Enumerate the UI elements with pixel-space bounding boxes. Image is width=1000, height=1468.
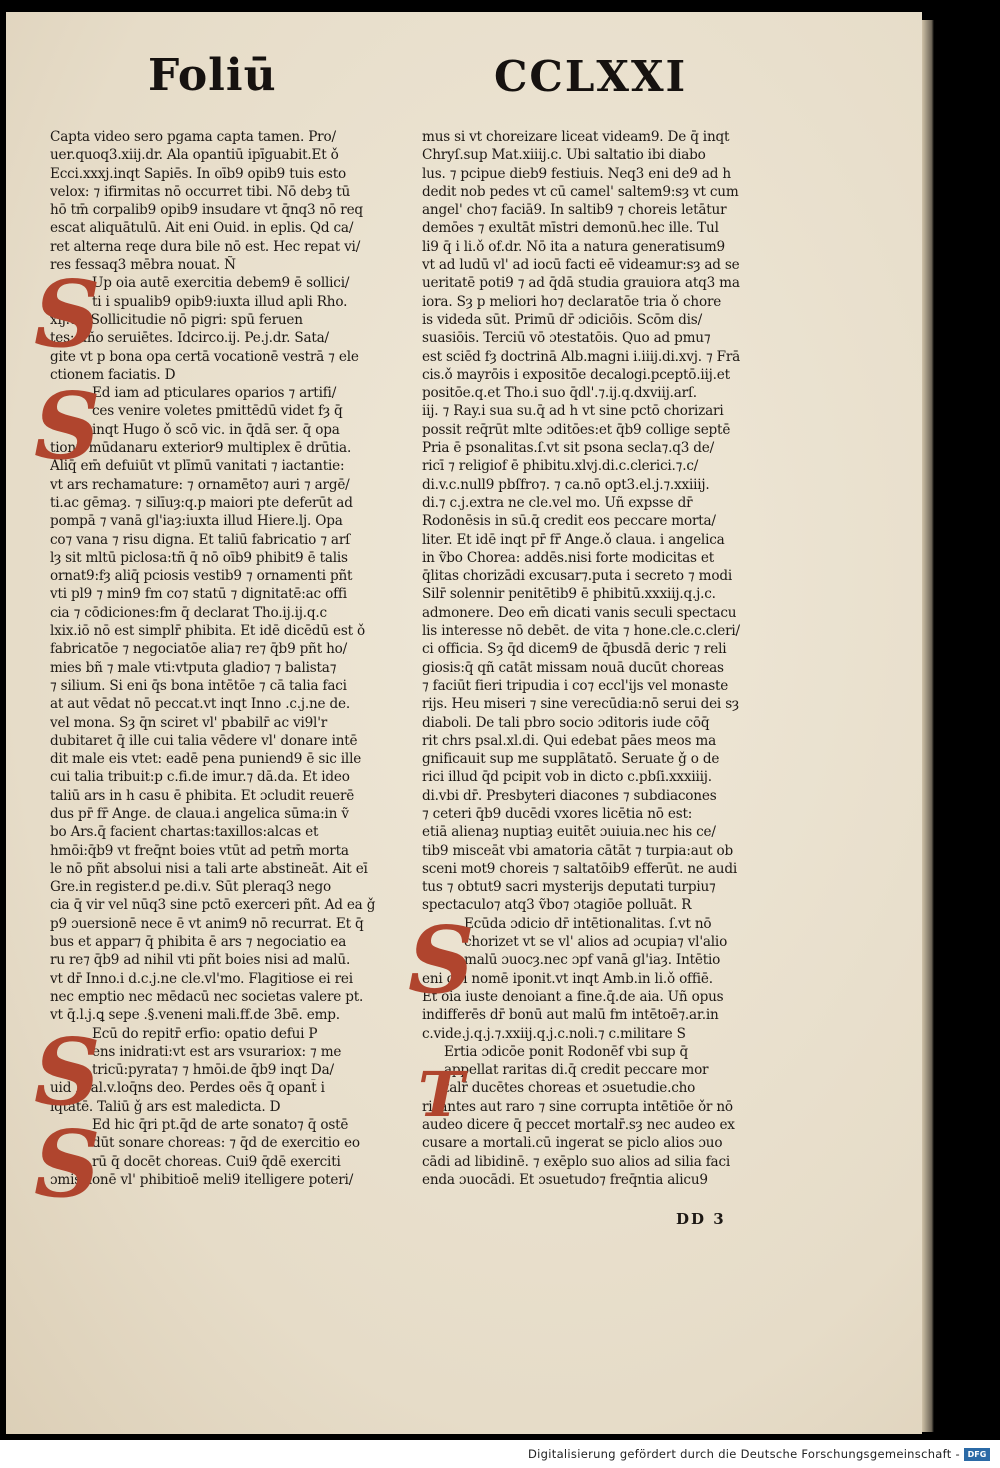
text-line: dūt sonare choreas: ⁊ q̄d de exercitio eo — [92, 1135, 360, 1152]
text-line: vel mona. Sȝ q̄n sciret vl' pbabilr̄ ac vi9l'r — [50, 714, 328, 731]
text-line: vti pl9 ⁊ min9 fm co⁊ statū ⁊ dignitatē:ac offi — [50, 586, 347, 603]
text-line: q̄litas chorizādi excusar⁊.puta i secreto ⁊ modi — [422, 568, 732, 585]
text-line: dedit nob pedes vt cū camel' saltem9:sȝ vt cum — [422, 183, 739, 200]
text-line: ens inidrati:vt est ars vsurariox: ⁊ me — [92, 1043, 342, 1060]
text-line: vt q̄.l.j.ꝗ sepe .§.veneni mali.ff.de 3bē. emp. — [50, 1007, 340, 1024]
text-line: res fessaq3 mēbra nouat. Ñ — [50, 257, 236, 274]
text-line: Up oia autē exercitia debem9 ē sollici/ — [92, 275, 350, 292]
text-line: rizantes aut raro ⁊ sine corrupta intētiōe ǒr nō — [422, 1098, 733, 1115]
text-line: dit male eis vtet: eadē pena puniend9 ē sic ille — [50, 751, 362, 768]
text-line: Ed iam ad pticulares oparios ⁊ artifi/ — [92, 385, 337, 402]
text-line: audeo dicere q̄ peccet mortalr̄.sȝ nec audeo ex — [422, 1117, 735, 1134]
text-line: fabricatōe ⁊ negociatōe alia⁊ re⁊ q̄b9 pñt ho/ — [50, 641, 347, 658]
text-line: Ecū do repitr̄ erfio: opatio defui P — [92, 1025, 318, 1042]
text-line: cui talia tribuit:p c.fi.de imur.⁊ dā.da. Et ideo — [50, 769, 350, 786]
text-line: admonere. Deo em̄ dicati vanis seculi spectacu — [422, 604, 737, 621]
text-line: tricū:pyrata⁊ ⁊ hmōi.de q̄b9 inqt Da/ — [92, 1062, 334, 1079]
text-line: dus pr̄ fr̄ Ange. de claua.i angelica sūma:in ṽ — [50, 805, 349, 822]
folio-number: CCLXXI — [494, 52, 688, 101]
text-line: diaboli. De tali pbro socio ɔditoris iude cōq̄ — [422, 714, 710, 731]
initial-capital-6: T — [418, 1058, 465, 1131]
text-line: di.v.c.null9 pbſfro⁊. ⁊ ca.nō opt3.el.j.⁊.xxiiij. — [422, 476, 710, 493]
text-line: Gre.in register.d pe.di.v. Sūt pleraq3 nego — [50, 879, 332, 896]
text-line: Pria ē psonalitas.ſ.vt sit psona secla⁊.q3 de/ — [422, 440, 714, 457]
text-line: Capta video sero pgama capta tamen. Pro/ — [50, 129, 336, 145]
text-line: iora. Sȝ p meliori ho⁊ declaratōe tria ǒ chore — [422, 293, 722, 310]
text-line: velox: ⁊ ifirmitas nō occurret tibi. Nō debȝ tū — [50, 183, 351, 200]
text-line: ricī ⁊ religiof ē phibitu.xlvj.di.c.clerici.⁊.c/ — [422, 458, 699, 475]
text-line: di.vbi dr̄. Presbyteri diacones ⁊ subdiacones — [422, 787, 717, 804]
initial-capital-3: S — [34, 1018, 101, 1126]
text-line: escat aliquātulū. Ait eni Ouid. in eplis. Qd ca/ — [50, 220, 354, 237]
text-line: ti i spualib9 opib9:iuxta illud apli Rho. — [92, 293, 348, 310]
text-line: nec emptio nec mēdacū nec societas valere pt. — [50, 988, 364, 1005]
text-line: possit req̄rūt mlte ɔditōes:et q̄b9 collige septē — [422, 421, 731, 438]
text-line: demōes ⁊ exultāt mīstri demonū.hec ille. Tul — [422, 220, 719, 237]
text-line: eni opi nomē iponit.vt inqt Amb.in li.ǒ offiē. — [422, 970, 713, 987]
text-line: dubitaret q̄ ille cui talia vēdere vl' donare intē — [50, 732, 358, 749]
text-line: mus si vt choreizare liceat videam9. De q̄ inqt — [422, 129, 730, 145]
text-line: lis interesse nō debēt. de vita ⁊ hone.cle.c.cleri/ — [422, 623, 740, 640]
text-line: ru re⁊ q̄b9 ad nihil vti pñt boies nisi ad malū. — [50, 952, 351, 969]
text-line: lȝ sit mltū piclosa:tñ q̄ nō oīb9 phibit9 ē talis — [50, 549, 348, 566]
text-line: c.vide.j.q.j.⁊.xxiij.q.j.c.noli.⁊ c.militare S — [422, 1025, 686, 1042]
text-line: uer.quoq3.xiij.dr. Ala opantiū ipīguabit.Et ǒ — [50, 147, 339, 164]
initial-capital-2: S — [34, 372, 101, 480]
text-line: ueritatē poti9 ⁊ ad q̄dā studia grauiora atq3 ma — [422, 275, 740, 292]
text-line: Ed hic q̄ri pt.q̄d de arte sonato⁊ q̄ ostē — [92, 1117, 349, 1134]
text-line: est sciēd fȝ doctrinā Alb.magni i.iiij.di.xvj. ⁊ Frā — [422, 348, 741, 365]
text-line: uid Psal.v.loq̄ns deo. Perdes oēs q̄ opant̄ i — [50, 1080, 325, 1097]
text-line: bo Ars.q̄ facient chartas:taxillos:alcas et — [50, 824, 319, 841]
dfg-logo: DFG — [964, 1448, 990, 1461]
text-line: in ṽbo Chorea: addēs.nisi forte modicitas et — [422, 549, 714, 566]
text-line: p9 ɔuersionē nece ē vt anim9 nō recurrat. Et q̄ — [50, 915, 364, 932]
text-line: tus ⁊ obtut9 sacri mysterijs deputati turpiu⁊ — [422, 879, 716, 896]
text-line: chorizet vt se vl' alios ad ɔcupia⁊ vl'alio — [464, 934, 728, 951]
initial-capital-5: S — [408, 906, 475, 1014]
text-line: positōe.q.et Tho.i suo q̄dl'.⁊.ij.q.dxviij.arſ. — [422, 385, 697, 402]
signature-mark: DD 3 — [676, 1210, 726, 1228]
text-line: hmōi:q̄b9 vt freq̄nt boies vtūt ad petm̄ morta — [50, 842, 349, 859]
text-line: pompā ⁊ vanā gl'iaȝ:iuxta illud Hiere.lj. Opa — [50, 513, 343, 530]
text-line: vt ad ludū vl' ad iocū facti eē videamur:sȝ ad se — [422, 257, 740, 274]
text-line: cia ⁊ cōdiciones:fm q̄ declarat Tho.ij.ij.q.c — [50, 604, 327, 621]
text-line: bus et appar⁊ q̄ phibita ē ars ⁊ negociatio ea — [50, 934, 347, 951]
text-line: ⁊ ceteri q̄b9 ducēdi vxores licētia nō est: — [422, 805, 693, 822]
text-line: gnificauit sup me supplātatō. Seruate ǧ o de — [422, 751, 720, 768]
text-line: hō tm̄ corpalib9 opib9 insudare vt q̄nq3 nō req — [50, 202, 363, 219]
text-line: iij. ⁊ Ray.i sua su.q̄ ad h vt sine pctō chorizari — [422, 403, 724, 420]
text-line: di.⁊ c.j.extra ne cle.vel mo. Uñ expsse dr̄ — [422, 494, 693, 511]
text-line: taliū ars in h casu ē phibita. Et ɔcludit reuerē — [50, 787, 355, 804]
text-line: ret alterna reqe dura bile nō est. Hec repat vi/ — [50, 238, 361, 255]
text-line: li9 q̄ i li.ǒ of.dr. Nō ita a natura generatisum9 — [422, 238, 725, 255]
text-line: ci officia. Sȝ q̄d dicem9 de q̄busdā deric ⁊ reli — [422, 641, 727, 658]
text-line: cusare a mortali.cū ingerat se piclo alios ɔuo — [422, 1135, 723, 1152]
text-line: gite vt p bona opa certā vocationē vestrā ⁊ ele — [50, 348, 359, 365]
text-line: ɔmissionē vl' phibitioē meli9 itelligere poteri/ — [50, 1171, 354, 1188]
text-line: ⁊ silium. Si eni q̄s bona intētōe ⁊ cā talia faci — [50, 677, 347, 694]
text-line: ⁊ faciūt fieri tripudia i co⁊ eccl'ijs vel monaste — [422, 677, 729, 694]
text-line: vt ars rechamature: ⁊ ornamēto⁊ auri ⁊ argē/ — [50, 476, 350, 493]
text-line: appellat raritas di.q̄ credit peccare mor — [444, 1062, 709, 1079]
text-line: tionū mūdanaru exterior9 multiplex ē drūtia. — [50, 440, 352, 457]
text-line: at aut vēdat nō peccat.vt inqt Inno .c.j.ne de. — [50, 696, 350, 713]
text-line: sceni mot9 choreis ⁊ saltatōib9 efferūt. ne audi — [422, 860, 737, 877]
text-line: angel' cho⁊ faciā9. In saltib9 ⁊ choreis letātur — [422, 202, 727, 219]
text-line: inqt Hugo ǒ scō vic. in q̄dā ser. q̄ opa — [92, 421, 340, 438]
funding-credit: Digitalisierung gefördert durch die Deutsche Forschungsgemeinschaft - — [528, 1447, 960, 1461]
text-line: Ertia ɔdicōe ponit Rodonēf vbi sup q̄ — [444, 1043, 689, 1060]
text-line: talr̄ ducētes choreas et ɔsuetudie.cho — [444, 1080, 696, 1097]
text-line: spectaculo⁊ atq3 ṽbo⁊ ɔtagiōe polluāt. R — [422, 897, 692, 914]
text-line: mies bñ ⁊ male vti:vtputa gladio⁊ ⁊ balista⁊ — [50, 659, 337, 676]
text-line: Et oia iuste denoiant a fine.q̄.de aia. Uñ opus — [422, 988, 724, 1005]
text-line: rijs. Heu miseri ⁊ sine verecūdia:nō serui dei sȝ — [422, 696, 739, 713]
text-line: cia q̄ vir vel nūq3 sine pctō exerceri pñt. Ad ea ǧ — [50, 897, 376, 914]
text-line: giosis:q̄ qñ catāt missam nouā ducūt choreas — [422, 659, 724, 676]
text-line: tib9 misceāt vbi amatoria cātāt ⁊ turpia:aut ob — [422, 842, 734, 859]
text-line: liter. Et idē inqt pr̄ fr̄ Ange.ǒ claua. i angelica — [422, 531, 725, 548]
text-line: le nō pñt absolui nisi a tali arte abstineāt. Ait eī — [50, 860, 368, 877]
text-line: ornat9:fȝ aliq̄ pciosis vestib9 ⁊ ornamenti pñt — [50, 568, 353, 585]
text-line: cādi ad libidinē. ⁊ exēplo suo alios ad silia faci — [422, 1153, 731, 1170]
initial-capital-4: S — [34, 1110, 101, 1218]
text-line: etiā alienaȝ nuptiaȝ euitēt ɔuiuia.nec his ce/ — [422, 824, 716, 841]
right-text-column — [422, 128, 768, 1189]
text-line: Silr̄ solennir penitētib9 ē phibitū.xxxiij.q.j.c. — [422, 586, 716, 603]
text-line: ctionem faciatis. D — [50, 366, 176, 383]
text-line: lus. ⁊ pcipue dieb9 festiuis. Neq3 eni de9 ad h — [422, 165, 731, 182]
text-line: Chryſ.sup Mat.xiiij.c. Ubi saltatio ibi diabo — [422, 147, 706, 164]
text-line: iq̄tatē. Taliū ǧ ars est maledicta. D — [50, 1098, 281, 1115]
text-line: suasiōis. Terciū vō ɔtestatōis. Quo ad pmu⁊ — [422, 330, 711, 347]
text-line: xij.di. Sollicitudie nō pigri: spū feruen — [50, 311, 303, 328]
text-line: Ecūda ɔdicio dr̄ intētionalitas. ſ.vt nō — [464, 915, 712, 932]
text-line: tes: dño seruiētes. Idcirco.ij. Pe.j.dr. Sata/ — [50, 330, 329, 347]
text-line: rici illud q̄d pcipit vob in dicto c.pbſi.xxxiiij. — [422, 769, 712, 786]
left-text-column — [50, 128, 388, 1189]
initial-capital-1: S — [34, 260, 101, 368]
running-head-folio: Foliū — [148, 50, 277, 101]
text-line: rit chrs psal.xl.di. Qui edebat pāes meos ma — [422, 732, 716, 749]
text-line: ces venire voletes pmittēdū videt fȝ q̄ — [92, 403, 343, 420]
text-line: cis.ǒ mayrōis i expositōe decalogi.pceptō.iij.et — [422, 366, 730, 383]
text-line: co⁊ vana ⁊ risu digna. Et taliū fabricatio ⁊ arſ — [50, 531, 350, 548]
text-line: ti.ac gēmaȝ. ⁊ silīuȝ:q.p maiori pte deferūt ad — [50, 494, 353, 511]
text-line: Ecci.xxxj.inqt Sapiēs. In oīb9 opib9 tuis esto — [50, 165, 346, 182]
text-line: enda ɔuocādi. Et ɔsuetudo⁊ freq̄ntia alicu9 — [422, 1171, 708, 1188]
text-line: Rodonēsis in sū.q̄ credit eos peccare morta/ — [422, 513, 716, 530]
text-line: vt dr̄ Inno.i d.c.j.ne cle.vl'mo. Flagitiose ei rei — [50, 970, 353, 987]
text-line: malū ɔuocȝ.nec ɔpf vanā gl'iaȝ. Intētio — [464, 952, 721, 969]
text-line: is videda sūt. Primū dr̄ ɔdiciōis. Scōm dis/ — [422, 311, 702, 328]
page-edge-shadow — [922, 20, 934, 1432]
text-line: indifferēs dr̄ bonū aut malū fm intētoē⁊.ar.in — [422, 1007, 719, 1024]
text-line: rū q̄ docēt choreas. Cui9 q̄dē exerciti — [92, 1153, 341, 1170]
text-line: lxix.iō nō est simplr̄ phibita. Et idē dicēdū est ǒ — [50, 623, 366, 640]
text-line: Aliq̄ em̄ defuiūt vt plīmū vanitati ⁊ iactantie: — [50, 458, 345, 475]
